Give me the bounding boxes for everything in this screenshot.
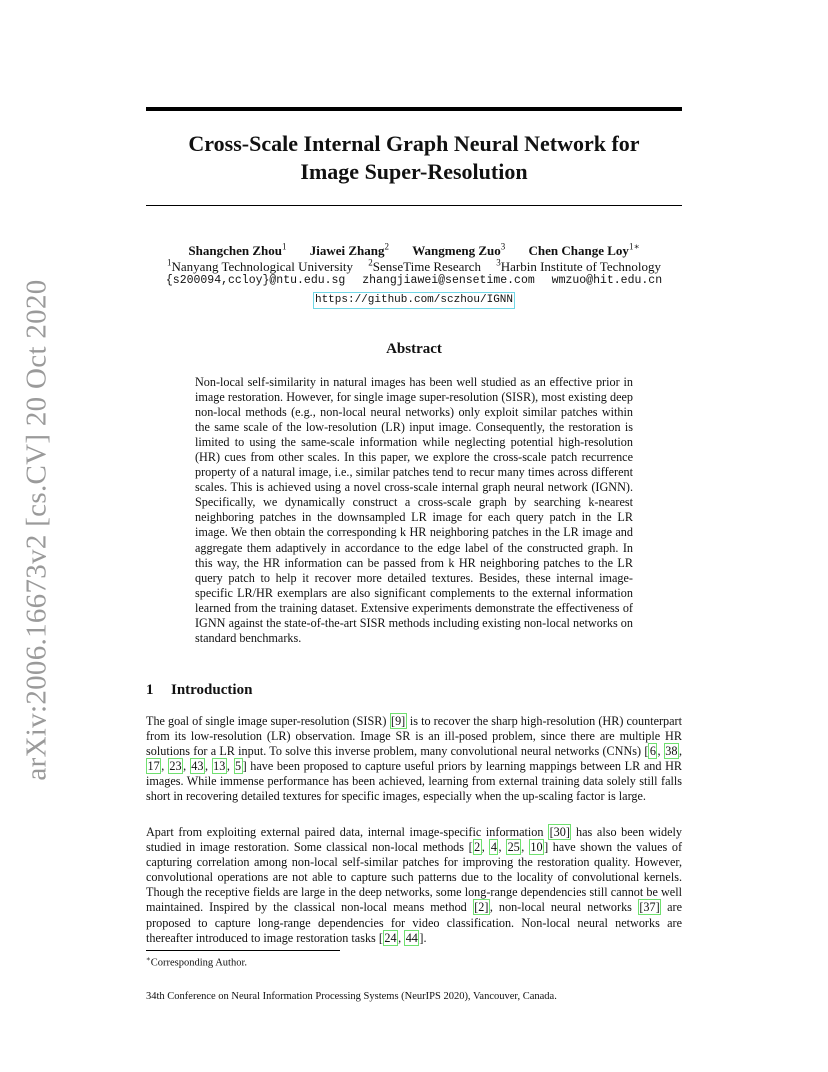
email: {s200094,ccloy}@ntu.edu.sg [165,274,346,287]
url-row [146,289,682,309]
citation-link[interactable]: 10 [530,840,543,855]
title-bottom-rule [146,205,682,206]
author: Jiawei Zhang$^2$ [309,242,390,259]
title-top-rule [146,107,682,111]
footnote: ∗Corresponding Author. [146,955,248,969]
citation-link[interactable]: 23 [169,759,182,774]
intro-paragraph-2: Apart from exploiting external paired data, internal image-specific information [30] has also been widely studied in image restoration. Some classical non-local methods [ 2 , 4 , 25 , 10 ] have shown the values of capturing correlation among non-local self-similar patches for improving the restoration quality. However, convolutional operations are not able to capture such patterns due to the locality of convolutional kernels. Though the receptive fields are large in the deep networks, some long-range dependencies still cannot be well maintained. Inspired by the classical non-local means method [2] , non-local neural networks [37] are proposed to capture long-range dependencies for video classification. Non-local neural networks are thereafter introduced to image restoration tasks [ 24 , 44 ]. [146,825,683,945]
affiliation: $^2$SenseTime Research [368,258,481,275]
intro-paragraph-1: The goal of single image super-resolution (SISR) [9] is to recover the sharp high-resolution (HR) counterpart from its low-resolution (LR) observation. Image SR is an ill-posed problem, since there are multiple HR solutions for a LR input. To solve this inverse problem, many convolutional neural networks (CNNs) [ 6 , 38 , 17 , 23 , 43 , 13 , 5 ] have been proposed to capture useful priors by learning mappings between LR and HR images. While immense performance has been achieved, learning from external training data solely still falls short in recovering detailed textures for specific images, especially when the up-scaling factor is large. [146,714,683,804]
footnote-rule [146,950,340,951]
abstract-text: Non-local self-similarity in natural images has been well studied as an effective prior in image restoration. However, for single image super-resolution (SISR), most existing deep non-local methods (e.g., non-local neural networks) only exploit similar patches within the same scale of the low-resolution (LR) input image. Consequently, the restoration is limited to using the same-scale information while neglecting potential high-resolution (HR) cues from other scales. In this paper, we explore the cross-scale patch recurrence property of a natural image, i.e., similar patches tend to recur many times across different scales. This is achieved using a novel cross-scale internal graph neural network (IGNN). Specifically, we dynamically construct a cross-scale graph by searching k-nearest neighboring patches in the downsampled LR image for each query patch in the LR image. We then obtain the corresponding k HR neighboring patches in the LR image and aggregate them adaptively in accordance to the edge label of the constructed graph. In this way, the HR information can be passed from k HR neighboring patches to the LR query patch to help it recover more detailed textures. Besides, these internal image-specific LR/HR exemplars are also significant complements to the external information learned from the training dataset. Extensive experiments demonstrate the effectiveness of IGNN against the state-of-the-art SISR methods including existing non-local networks on standard benchmarks. [195,375,633,645]
affiliation: $^1$Nanyang Technological University [167,258,354,275]
email: wmzuo@hit.edu.cn [551,274,663,287]
citation-link[interactable]: 38 [665,744,678,759]
citation-link[interactable]: 24 [384,930,397,945]
citation-link[interactable]: 44 [405,930,418,945]
author-list [146,242,682,259]
citation-link[interactable]: 13 [213,759,226,774]
affiliation: $^3$Harbin Institute of Technology [496,258,661,275]
section-number: 1 [146,682,154,698]
email: zhangjiawei@sensetime.com [362,274,535,287]
citation-link[interactable]: 2 [474,840,481,855]
citation-link[interactable]: 17 [147,759,160,774]
author: Wangmeng Zuo$^3$ [412,242,506,259]
author: Chen Change Loy$^{1∗}$ [528,242,640,259]
project-url-link[interactable]: https://github.com/sczhou/IGNN [313,292,515,309]
citation-link[interactable]: 25 [507,840,520,855]
abstract-heading: Abstract [386,341,442,357]
citation-link[interactable]: [37] [639,900,660,915]
citation-link[interactable]: 5 [235,759,242,774]
author: Shangchen Zhou$^1$ [188,242,287,259]
affiliation-list [146,258,682,275]
citation-link[interactable]: [9] [391,714,406,728]
title-line-1: Cross-Scale Internal Graph Neural Network for [188,131,640,156]
email-list [146,274,682,287]
paper-title [146,130,682,186]
conference-note: 34th Conference on Neural Information Processing Systems (NeurIPS 2020), Vancouver, Canada. [146,991,557,1002]
citation-link[interactable]: 6 [649,744,656,759]
section-title: Introduction [171,682,253,698]
citation-link[interactable]: 4 [490,840,497,855]
title-line-2: Image Super-Resolution [300,159,528,184]
arxiv-stamp: arXiv:2006.16673v2 [cs.CV] 20 Oct 2020 [20,279,53,781]
section-heading [146,682,252,699]
citation-link[interactable]: [30] [549,825,570,839]
citation-link[interactable]: 43 [191,759,204,774]
citation-link[interactable]: [2] [474,900,489,915]
